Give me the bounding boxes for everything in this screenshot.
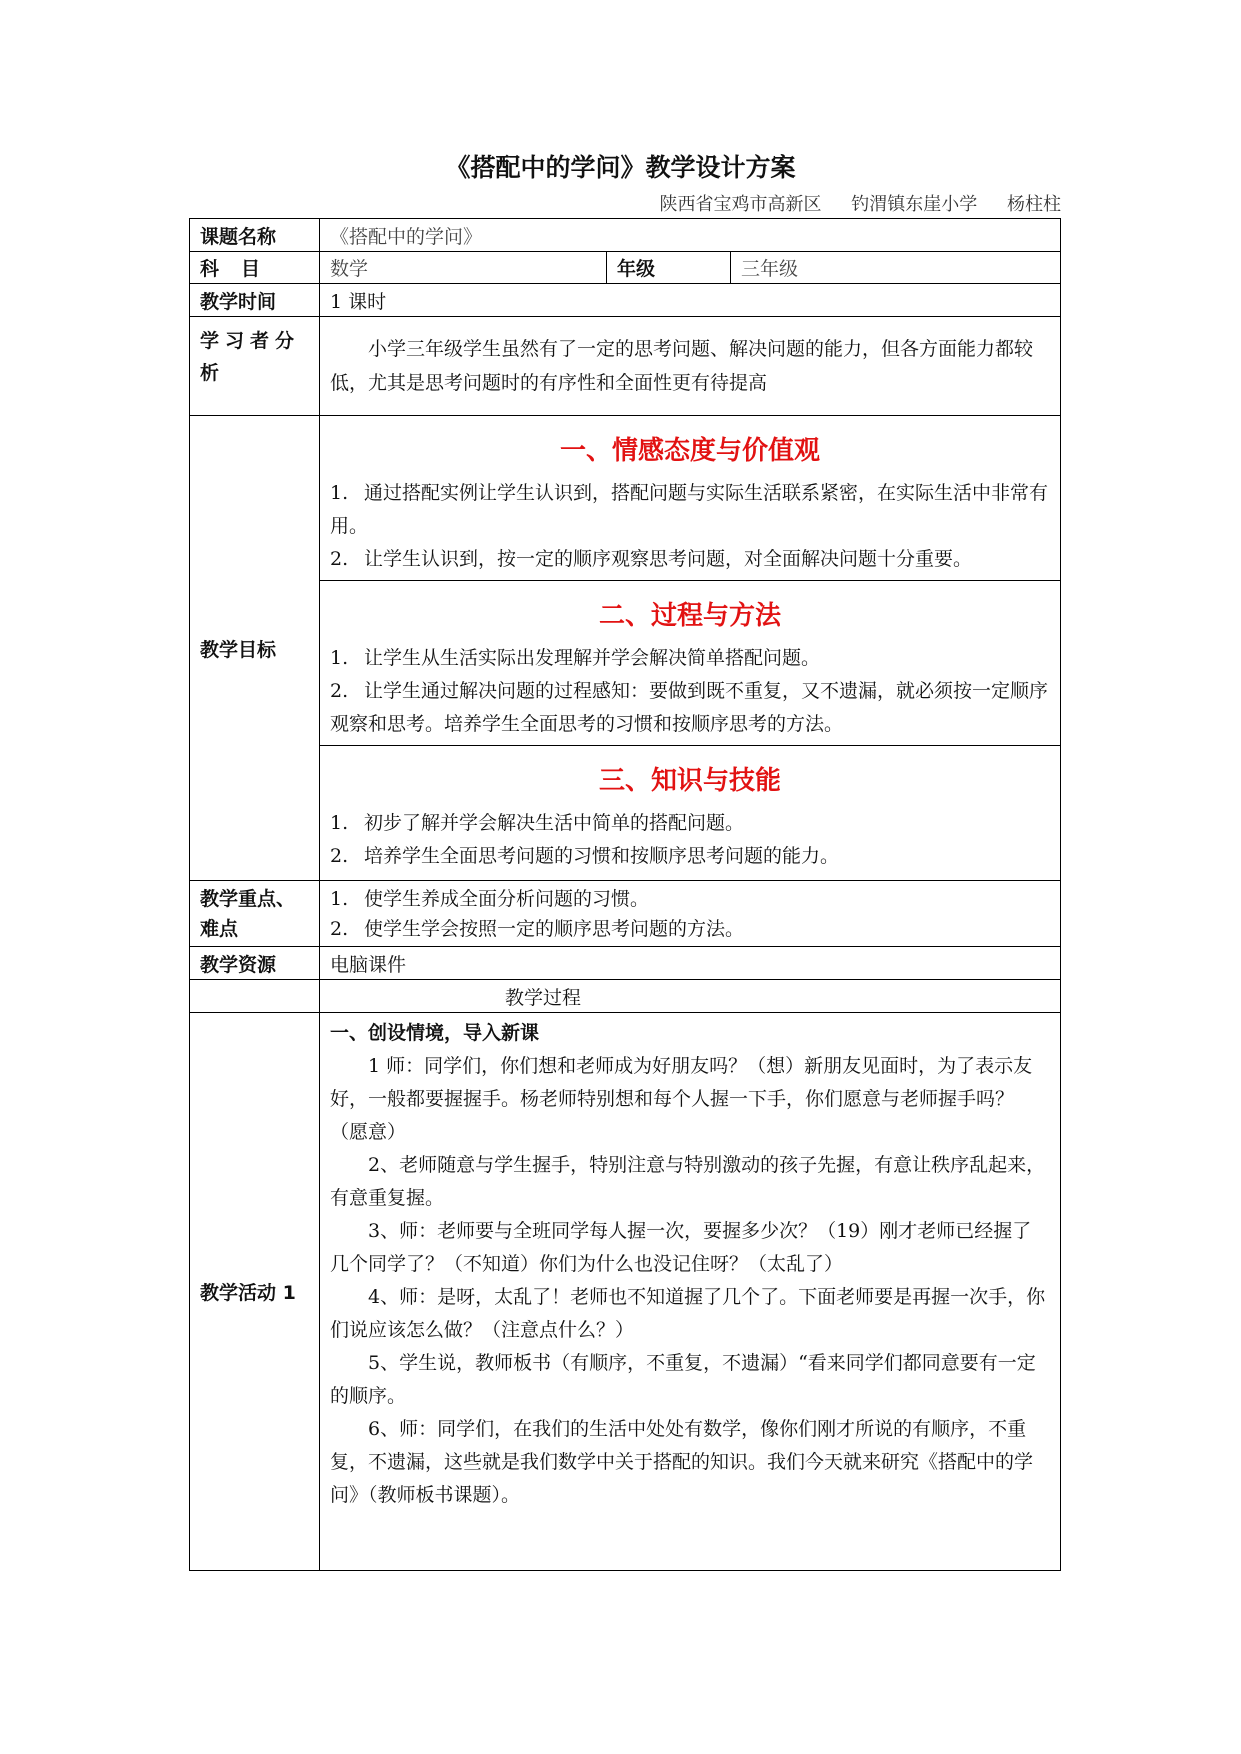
row-topic [190, 219, 1061, 252]
row-process [190, 980, 1061, 1013]
time-value: 1 课时 [320, 284, 1061, 317]
row-goals [190, 416, 1061, 881]
activity-heading: 一、创设情境，导入新课 [330, 1022, 540, 1044]
row-activity [190, 1013, 1061, 1571]
byline-school: 钓渭镇东崖小学 [851, 194, 978, 215]
keypoint-item: 1. 使学生养成全面分析问题的习惯。 [330, 887, 650, 910]
goal-section-2 [330, 580, 1050, 741]
time-label: 教学时间 [190, 284, 320, 317]
byline-author: 杨柱柱 [1007, 194, 1061, 215]
row-resources [190, 947, 1061, 980]
goal-item: 1. 初步了解并学会解决生活中简单的搭配问题。 [330, 812, 745, 834]
activity-content [320, 1013, 1061, 1571]
topic-label: 课题名称 [190, 219, 320, 252]
activity-paragraph: 6、师：同学们，在我们的生活中处处有数学，像你们刚才所说的有顺序，不重复，不遗漏，这些就是我们数学中关于搭配的知识。我们今天就来研究《搭配中的学问》（教师板书课题）。 [330, 1418, 1034, 1506]
goal-item: 1. 通过搭配实例让学生认识到，搭配问题与实际生活联系紧密，在实际生活中非常有用。 [330, 482, 1049, 537]
keypoints-content [320, 881, 1061, 947]
goal-heading-1: 一、情感态度与价值观 [559, 436, 820, 466]
activity-paragraph: 5、学生说，教师板书（有顺序，不重复，不遗漏）“看来同学们都同意要有一定的顺序。 [330, 1352, 1036, 1407]
row-time [190, 284, 1061, 317]
goal-heading-3: 三、知识与技能 [320, 745, 1060, 807]
activity-paragraph: 1 师：同学们，你们想和老师成为好朋友吗？（想）新朋友见面时，为了表示友好，一般都要握握手。杨老师特别想和每个人握一下手，你们愿意与老师握手吗？（愿意） [330, 1055, 1033, 1143]
keypoint-item: 2. 使学生学会按照一定的顺序思考问题的方法。 [330, 917, 745, 940]
activity-paragraph: 2、老师随意与学生握手，特别注意与特别激动的孩子先握，有意让秩序乱起来，有意重复握。 [330, 1154, 1046, 1209]
grade-label: 年级 [607, 252, 731, 284]
lesson-plan-table [189, 218, 1061, 1571]
subject-label: 科目 [190, 252, 320, 284]
grade-value: 三年级 [731, 252, 1061, 284]
process-heading: 教学过程 [320, 980, 1061, 1013]
goal-item: 2. 让学生认识到，按一定的顺序观察思考问题，对全面解决问题十分重要。 [330, 548, 973, 570]
row-learner [190, 317, 1061, 416]
goal-item: 1. 让学生从生活实际出发理解并学会解决简单搭配问题。 [330, 647, 821, 669]
goal-item: 2. 培养学生全面思考问题的习惯和按顺序思考问题的能力。 [330, 845, 840, 867]
byline-region: 陕西省宝鸡市高新区 [659, 194, 822, 215]
activity-paragraph: 3、师：老师要与全班同学每人握一次，要握多少次？（19）刚才老师已经握了几个同学了？（不知道）你们为什么也没记住呀？（太乱了） [330, 1220, 1032, 1275]
process-empty-cell [190, 980, 320, 1013]
subject-value: 数学 [320, 252, 607, 284]
goal-heading-2: 二、过程与方法 [320, 580, 1060, 642]
row-subject [190, 252, 1061, 284]
activity-paragraph: 4、师：是呀，太乱了！老师也不知道握了几个了。下面老师要是再握一次手，你们说应该怎么做？（注意点什么？） [330, 1286, 1046, 1341]
row-keypoints [190, 881, 1061, 947]
learner-label: 学习者分析 [190, 317, 320, 416]
page-title: 《搭配中的学问》教学设计方案 [445, 153, 796, 182]
goals-content [320, 416, 1061, 881]
learner-text: 小学三年级学生虽然有了一定的思考问题、解决问题的能力，但各方面能力都较低，尤其是思考问题时的有序性和全面性更有待提高 [320, 317, 1061, 416]
topic-value: 《搭配中的学问》 [320, 219, 1061, 252]
activity-label: 教学活动 1 [190, 1013, 320, 1571]
resources-value: 电脑课件 [320, 947, 1061, 980]
goal-section-3 [330, 745, 1050, 873]
goal-item: 2. 让学生通过解决问题的过程感知：要做到既不重复，又不遗漏，就必须按一定顺序观察和思考。培养学生全面思考的习惯和按顺序思考的方法。 [330, 680, 1049, 735]
goal-section-1 [330, 416, 1050, 576]
goals-label: 教学目标 [190, 416, 320, 881]
resources-label: 教学资源 [190, 947, 320, 980]
keypoints-label: 教学重点、难点 [190, 881, 320, 947]
author-byline [636, 190, 1061, 216]
